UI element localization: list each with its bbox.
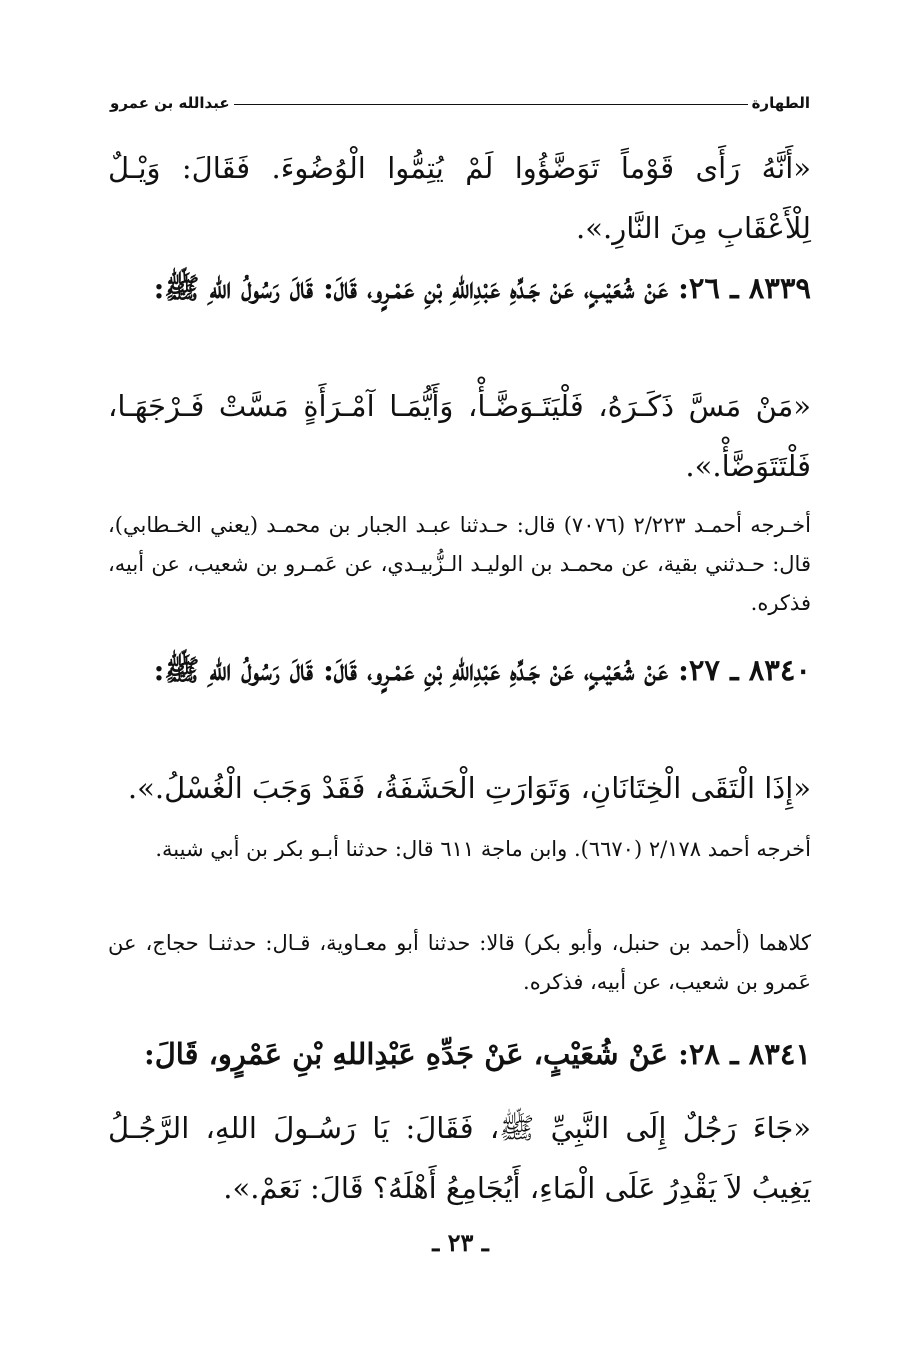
running-head-companion: عبدالله بن عمرو: [110, 94, 230, 112]
hadith-isnad-8341: ٨٣٤١ ـ ٢٨: عَنْ شُعَيْبٍ، عَنْ جَدِّهِ عَبْدِاللهِ بْنِ عَمْرٍو، قَالَ:: [144, 1037, 811, 1071]
hadith-matn-8338-end: «أَنَّهُ رَأَى قَوْماً تَوَضَّؤُوا لَمْ يُتِمُّوا الْوُضُوءَ. فَقَالَ: وَيْـلٌ لِلْأَعْقَابِ مِنَ النَّارِ.».: [108, 151, 811, 245]
takhrij-8340-b: كلاهما (أحمد بن حنبل، وأبو بكر) قالا: حدثنا أبو معـاوية، قـال: حدثنـا حجاج، عن عَمرو بن شعيب، عن أبيه، فذكره.: [108, 931, 811, 994]
takhrij-8340-a: أخرجه أحمد ٢/١٧٨ (٦٦٧٠). وابن ماجة ٦١١ قال: حدثنا أبـو بكر بن أبي شيبة.: [155, 837, 811, 861]
page-number: ـ ٢٣ ـ: [432, 1228, 489, 1257]
hadith-matn-8341: «جَاءَ رَجُلٌ إِلَى النَّبِيِّ ﷺ، فَقَالَ: يَا رَسُـولَ اللهِ، الرَّجُـلُ يَغِيبُ لاَ يَقْدِرُ عَلَى الْمَاءِ، أَيُجَامِعُ أَهْلَهُ؟ قَالَ: نَعَمْ.».: [108, 1111, 811, 1205]
running-head-chapter: الطهارة: [751, 94, 810, 112]
running-head: [110, 88, 810, 112]
takhrij-8339: أخـرجه أحمـد ٢/٢٢٣ (٧٠٧٦) قال: حـدثنا عبـد الجبار بن محمـد (يعني الخـطابي)، قال: حـدثني بقية، عن محمـد بن الوليـد الـزُّبيـدي، عن عَمـرو بن شعيب، عن أبيه، فذكره.: [108, 513, 811, 615]
running-head-rule: [234, 104, 748, 105]
hadith-isnad-8340: ٨٣٤٠ ـ ٢٧: عَنْ شُعَيْبٍ، عَنْ جَـدِّهِ عَبْدِاللهِ بْنِ عَمْـرٍو، قَالَ: قَالَ رَسُولُ اللهِ ﷺ:: [153, 653, 811, 687]
hadith-matn-8339: «مَنْ مَسَّ ذَكَـرَهُ، فَلْيَتَـوَضَّـأْ، وَأَيُّمَـا آمْـرَأَةٍ مَسَّتْ فَـرْجَهَـا، فَلْتَتَوَضَّأْ.».: [108, 389, 811, 483]
hadith-isnad-8339: ٨٣٣٩ ـ ٢٦: عَنْ شُعَيْبٍ، عَنْ جَـدِّهِ عَبْدِاللهِ بْنِ عَمْـرٍو، قَالَ: قَالَ رَسُولُ اللهِ ﷺ:: [153, 271, 811, 305]
hadith-matn-8340: «إِذَا الْتَقَى الْخِتَانَانِ، وَتَوَارَتِ الْحَشَفَةُ، فَقَدْ وَجَبَ الْغُسْلُ.».: [127, 771, 811, 805]
